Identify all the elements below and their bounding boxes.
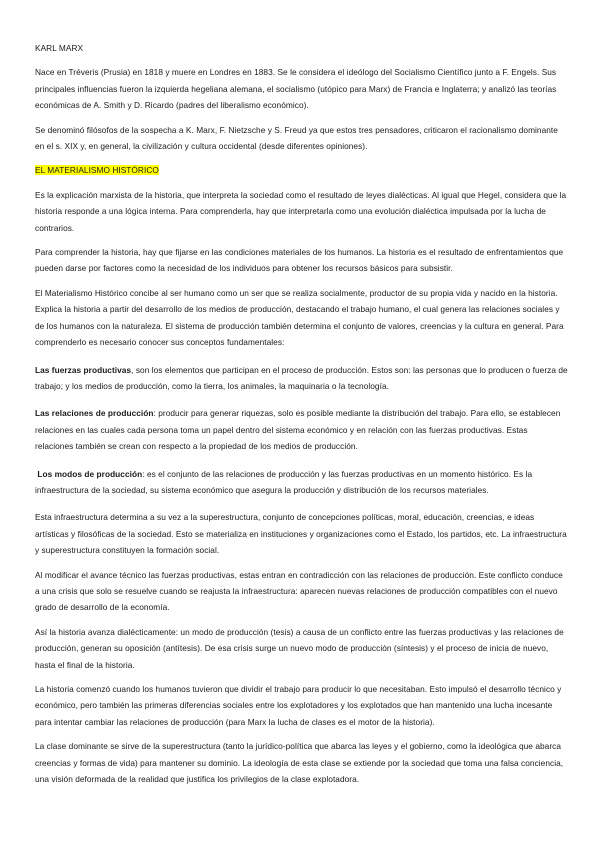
term-modes-of-production: Los modos de producción — [37, 468, 143, 479]
paragraph-ideology: La clase dominante se sirve de la superestructura (tanto la jurídico-política que abarca las leyes y el gobierno, como la ideológica que abarca creencias y formas de vida) para mantener su dominio. La ideología de esta clase se extiende por la sociedad que toma una falsa conciencia, una visión deformada de la realidad que justifica los privilegios de la clase explotadora. — [35, 741, 564, 785]
section-heading-highlight: EL MATERIALISMO HISTÓRICO — [35, 165, 159, 176]
paragraph-production-relations — [35, 405, 568, 454]
section-heading — [35, 162, 568, 178]
paragraph-contradiction: Al modificar el avance técnico las fuerzas productivas, estas entran en contradicción con las relaciones de producción. Este conflicto conduce a una crisis que solo se resuelve cuando se reajusta la infraestructura: aparecen nuevas relaciones de producción compatibles con el nuevo grado de desarrollo de la economía. — [35, 569, 563, 613]
paragraph-productive-forces — [35, 362, 568, 395]
paragraph-material-conditions: Para comprender la historia, hay que fijarse en las condiciones materiales de los humanos. La historia es el resultado de enfrentamientos que pueden darse por factores como la necesidad de los individuos para obtener los recursos básicos para subsistir. — [35, 247, 564, 274]
text-productive-forces: , son los elementos que participan en el proceso de producción. Estos son: las personas que lo producen o fuerza de trabajo; y los medios de producción, como la tierra, los animales, la maquinaria o la tecnología. — [35, 364, 568, 391]
term-production-relations: Las relaciones de producción — [35, 408, 154, 419]
text-modes-of-production: : es el conjunto de las relaciones de producción y las fuerzas productivas en un momento histórico. Es la infraestructura de la sociedad, su sistema económico que asegura la producción y distribución de los recursos materiales. — [35, 468, 533, 495]
paragraph-definition: Es la explicación marxista de la historia, que interpreta la sociedad como el resultado de leyes dialécticas. Al igual que Hegel, considera que la historia responde a una lógica interna. Para comprenderla, hay que interpretarla como una evolución dialéctica impulsada por la lucha de contrarios. — [35, 189, 567, 233]
document-title: KARL MARX — [35, 43, 84, 53]
text-production-relations: : producir para generar riquezas, solo es posible mediante la distribución del trabajo. Para ello, se establecen relaciones en las cuales cada persona toma un papel dentro del sistema económico y en relación con las fuerzas productivas. Estas relaciones también se crean con respecto a la propiedad de los medios de producción. — [35, 408, 561, 452]
paragraph-human-being: El Materialismo Histórico concibe al ser humano como un ser que se realiza socialmente, productor de su propia vida y nacido en la historia. Explica la historia a partir del desarrollo de los medios de producción, destacando el trabajo humano, el cual genera las relaciones sociales y de los humanos con la naturaleza. El sistema de producción también determina el conjunto de valores, creencias y la cultura en general. Para comprenderlo es necesario conocer sus conceptos fundamentales: — [35, 287, 564, 348]
paragraph-class-struggle: La historia comenzó cuando los humanos tuvieron que dividir el trabajo para producir lo que necesitaban. Esto impulsó el desarrollo técnico y económico, pero también las primeras diferencias sociales entre los explotadores y los explotados que han mantenido una lucha incesante para intentar cambiar las relaciones de producción (para Marx la lucha de clases es el motor de la historia). — [35, 684, 562, 727]
paragraph-biography: Nace en Tréveris (Prusia) en 1818 y muere en Londres en 1883. Se le considera el ideólogo del Socialismo Científico junto a F. Engels. Sus principales influencias fueron la izquierda hegeliana alemana, el socialismo (utópico para Marx) de Francia e Inglaterra; y analizó las teorías económicas de A. Smith y D. Ricardo (padres del liberalismo económico). — [35, 67, 557, 111]
paragraph-suspicion: Se denominó filósofos de la sospecha a K. Marx, F. Nietzsche y S. Freud ya que estos tres pensadores, criticaron el racionalismo dominante en el s. XIX y, en general, la civilización y cultura occidental (desde diferentes opiniones). — [35, 124, 558, 152]
term-productive-forces: Las fuerzas productivas — [35, 364, 132, 375]
paragraph-dialectics: Así la historia avanza dialécticamente: un modo de producción (tesis) a causa de un conflicto entre las fuerzas productivas y las relaciones de producción, generan su oposición (antítesis). De esa crisis surge un nuevo modo de producción (síntesis) y el proceso de inicia de nuevo, hasta el final de la historia. — [35, 626, 564, 670]
paragraph-superstructure: Esta infraestructura determina a su vez a la superestructura, conjunto de concepciones políticas, moral, educación, creencias, e ideas artísticas y filosóficas de la sociedad. Esto se materializa en instituciones y organizaciones como el Estado, los partidos, etc. La infraestructura y superestructura constituyen la formación social. — [35, 512, 567, 556]
paragraph-modes-of-production — [35, 466, 568, 499]
